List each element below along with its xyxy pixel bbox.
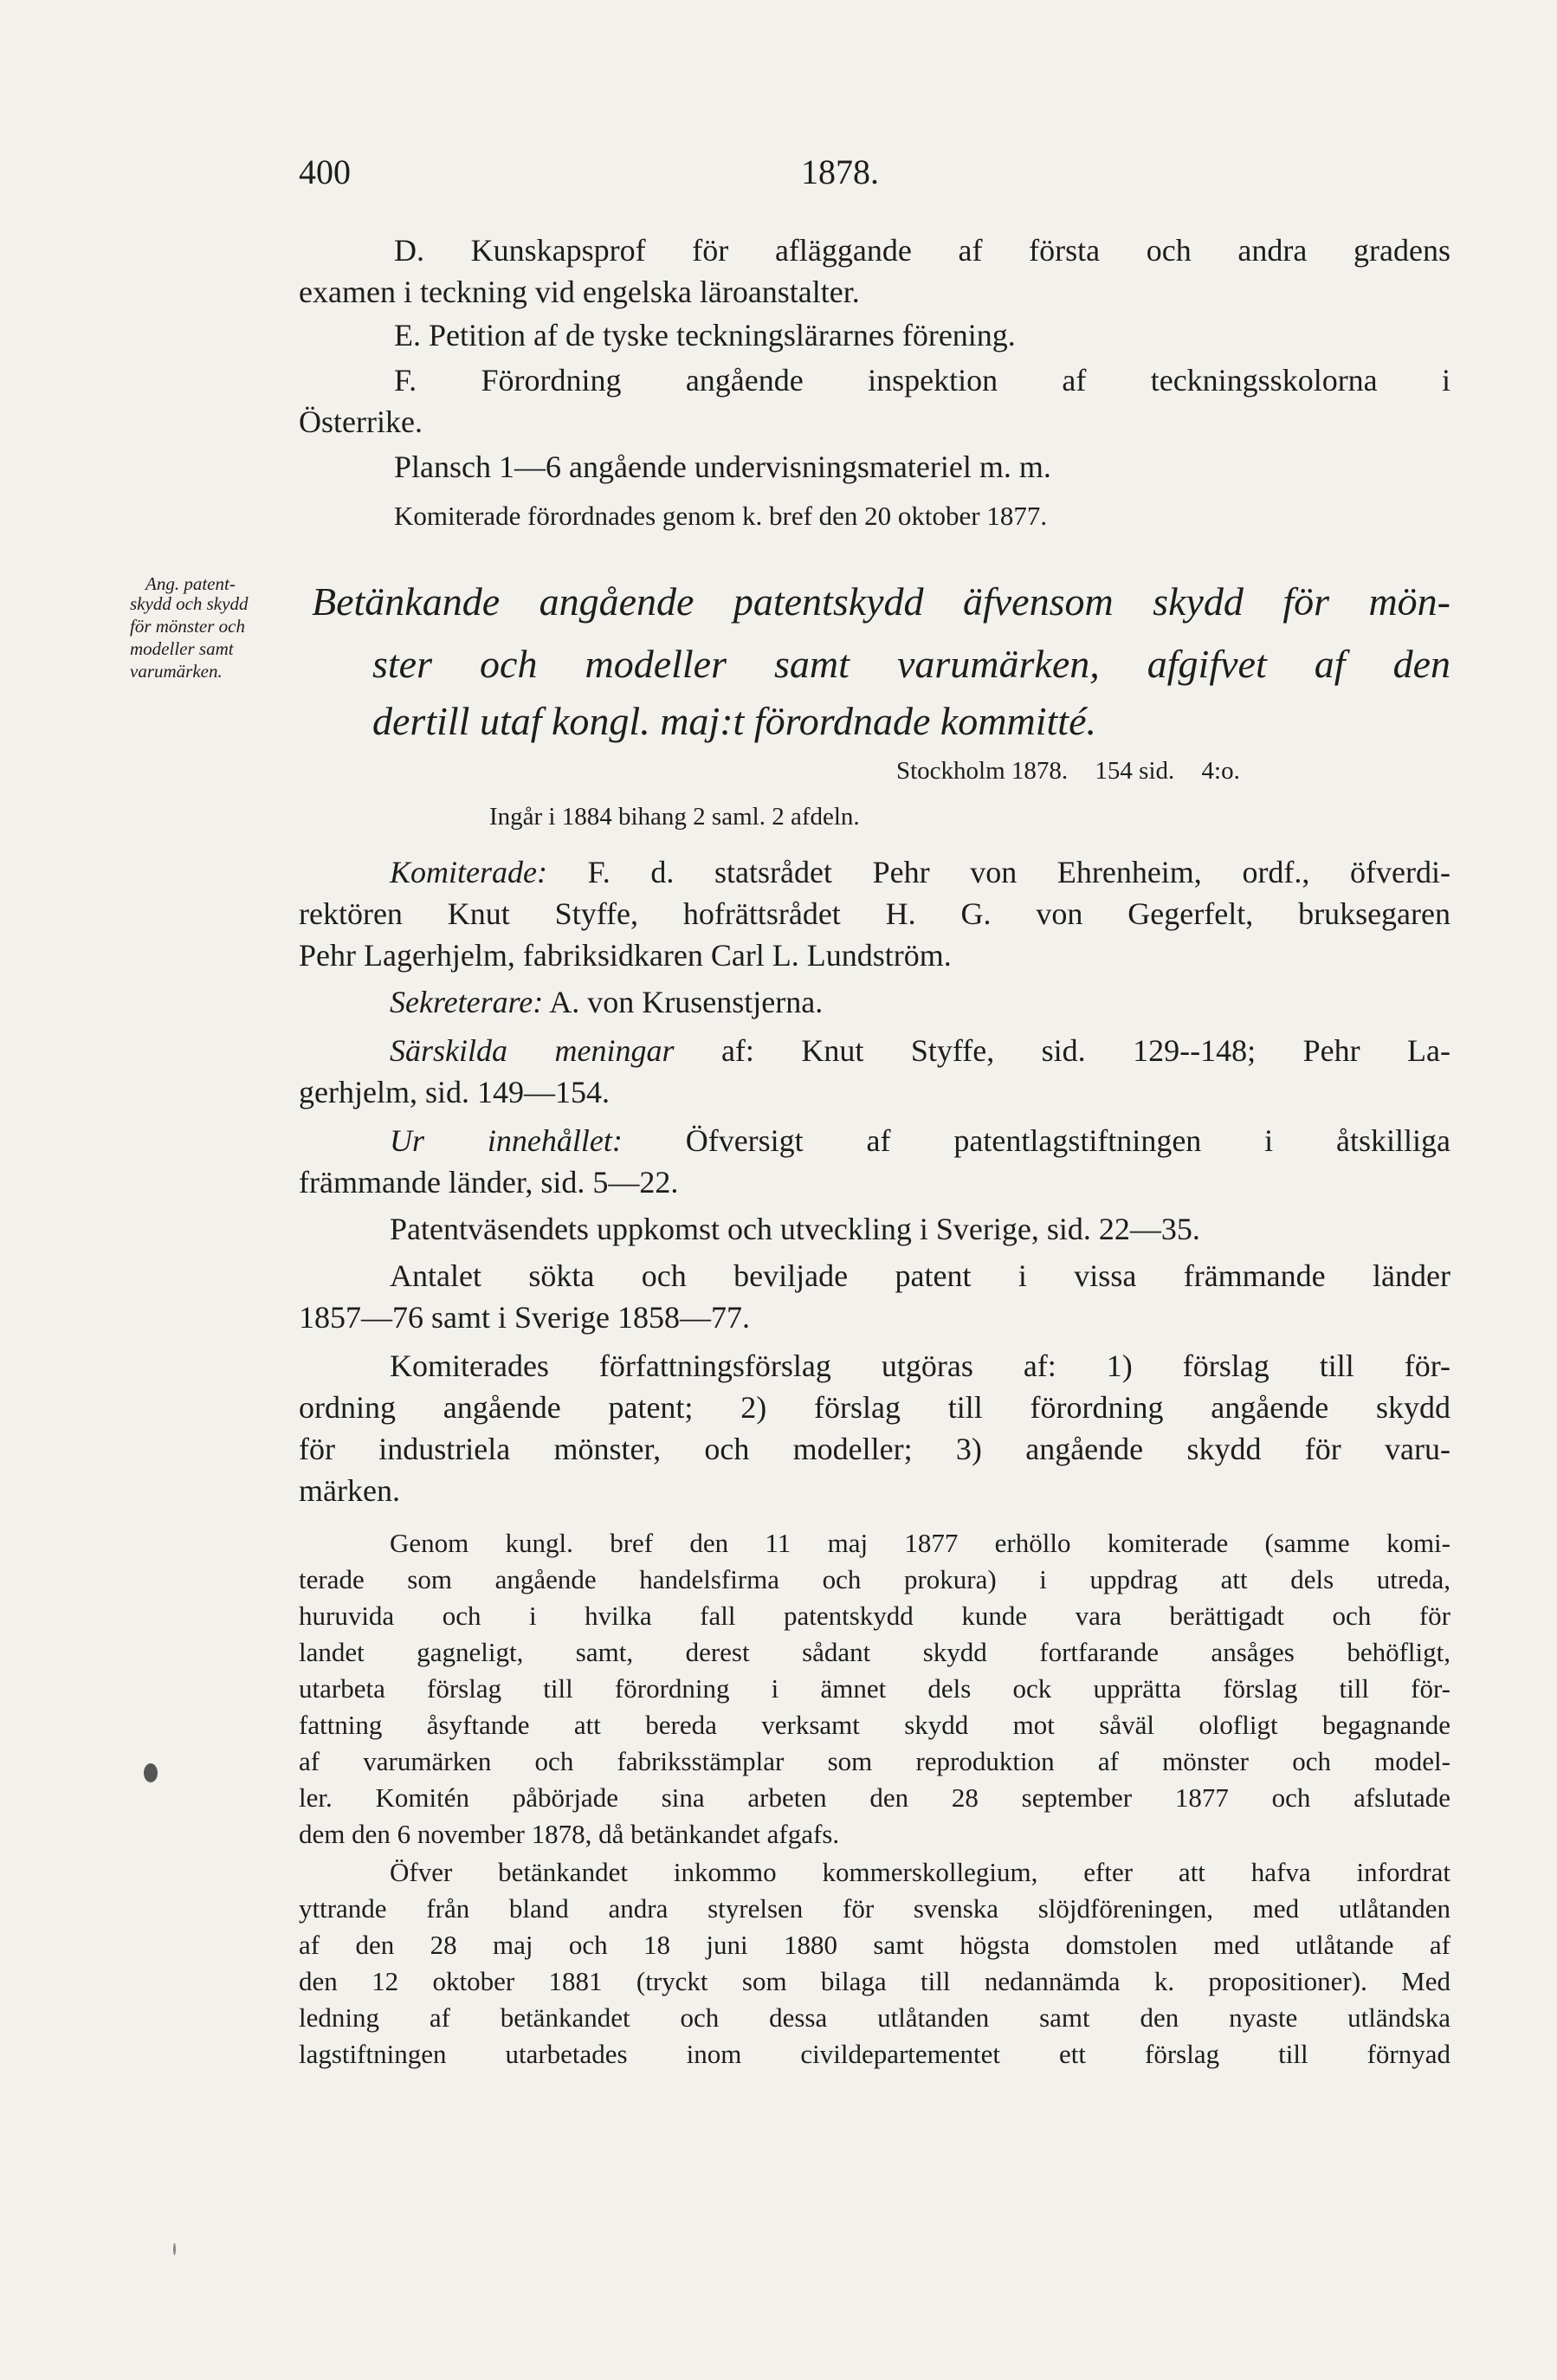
- appendix-d-line1: D. Kunskapsprof för afläggande af första och andra gradens: [394, 233, 1450, 268]
- members-line2: rektören Knut Styffe, hofrättsrådet H. G. von Gegerfelt, bruksegaren: [299, 896, 1450, 931]
- body-p2-line: af den 28 maj och 18 juni 1880 samt högsta domstolen med utlåtande af: [299, 1930, 1450, 1960]
- contents-line2: främmande länder, sid. 5—22.: [299, 1165, 679, 1200]
- publication-place: Stockholm 1878.: [896, 757, 1069, 785]
- sidenote-line5: varumärken.: [130, 661, 223, 682]
- contents-line7: ordning angående patent; 2) förslag till förordning angående skydd: [299, 1390, 1450, 1425]
- contents-line6: Komiterades författningsförslag utgöras af: 1) förslag till för-: [390, 1348, 1450, 1383]
- contents-line9: märken.: [299, 1473, 400, 1508]
- appendix-f-line2: Österrike.: [299, 404, 423, 439]
- body-p1-line: fattning åsyftande att bereda verksamt skydd mot såväl olofligt begagnande: [299, 1710, 1450, 1740]
- members-label: Komiterade:: [390, 855, 547, 889]
- page-number: 400: [299, 152, 351, 191]
- sidenote-line3: för mönster och: [130, 616, 245, 637]
- appendix-f-line1: F. Förordning angående inspektion af teckningsskolorna i: [394, 363, 1451, 398]
- contents-line5: 1857—76 samt i Sverige 1858—77.: [299, 1300, 750, 1335]
- appendix-f-label: F.: [394, 363, 417, 398]
- ink-mark: [173, 2243, 176, 2255]
- body-p2-line: ledning af betänkandet och dessa utlåtanden samt den nyaste utländska: [299, 2002, 1450, 2033]
- sidenote-line2: skydd och skydd: [130, 593, 249, 614]
- title-line1: Betänkande angående patentskydd äfvensom skydd för mön-: [312, 579, 1450, 624]
- title-line2: ster och modeller samt varumärken, afgifvet af den: [372, 642, 1450, 686]
- publication-info: [896, 755, 1240, 786]
- secretary-label: Sekreterare:: [390, 985, 544, 1019]
- komiterade-note: Komiterade förordnades genom k. bref den 20 oktober 1877.: [394, 501, 1048, 531]
- publication-pages: 154 sid.: [1095, 757, 1175, 785]
- body-p2-line: yttrande från bland andra styrelsen för svenska slöjdföreningen, med utlåtanden: [299, 1893, 1450, 1924]
- body-p1-line: af varumärken och fabriksstämplar som reproduktion af mönster och model-: [299, 1746, 1450, 1776]
- contents-line4: Antalet sökta och beviljade patent i vissa främmande länder: [390, 1258, 1450, 1293]
- appendix-d-line2: examen i teckning vid engelska läroanstalter.: [299, 275, 860, 309]
- separate-opinions-line1: Särskilda meningar af: Knut Styffe, sid. 129--148; Pehr La-: [390, 1033, 1451, 1068]
- contents-line8: för industriela mönster, och modeller; 3) angående skydd för varu-: [299, 1432, 1450, 1466]
- body-p1-line: terade som angående handelsfirma och prokura) i uppdrag att dels utreda,: [299, 1564, 1450, 1594]
- ink-spot: [144, 1763, 158, 1782]
- body-p1-line: landet gagneligt, samt, derest sådant skydd fortfarande ansåges behöfligt,: [299, 1637, 1450, 1667]
- publication-format: 4:o.: [1201, 757, 1240, 785]
- title-line3: dertill utaf kongl. maj:t förordnade kommitté.: [372, 699, 1096, 743]
- contents-label: Ur innehållet:: [390, 1123, 623, 1158]
- body-p1-line: Genom kungl. bref den 11 maj 1877 erhöllo komiterade (samme komi-: [390, 1528, 1450, 1558]
- publication-included: Ingår i 1884 bihang 2 saml. 2 afdeln.: [489, 803, 860, 831]
- body-p1-line: huruvida och i hvilka fall patentskydd kunde vara berättigadt och för: [299, 1601, 1450, 1631]
- secretary-line: Sekreterare: A. von Krusenstjerna.: [390, 985, 824, 1019]
- contents-line3: Patentväsendets uppkomst och utveckling i Sverige, sid. 22—35.: [390, 1212, 1200, 1246]
- contents-line1: Ur innehållet: Öfversigt af patentlagstiftningen i åtskilliga: [390, 1123, 1450, 1158]
- body-p1-line: utarbeta förslag till förordning i ämnet dels ock upprätta förslag till för-: [299, 1673, 1450, 1704]
- appendix-e-label: E.: [394, 318, 421, 352]
- body-p2-line: den 12 oktober 1881 (tryckt som bilaga till nedannämda k. propositioner). Med: [299, 1966, 1450, 1996]
- body-p1-line: ler. Komitén påbörjade sina arbeten den 28 september 1877 och afslutade: [299, 1782, 1450, 1813]
- appendix-e: E. Petition af de tyske teckningslärarnes förening.: [394, 318, 1016, 352]
- sidenote-line1: Ang. patent-: [145, 573, 236, 594]
- appendix-plansch: Plansch 1—6 angående undervisningsmateriel m. m.: [394, 449, 1051, 484]
- page-year: 1878.: [801, 152, 879, 191]
- appendix-d-label: D.: [394, 233, 424, 268]
- body-p2-line: Öfver betänkandet inkommo kommerskollegium, efter att hafva infordrat: [390, 1857, 1450, 1887]
- body-p1-line: dem den 6 november 1878, då betänkandet afgafs.: [299, 1819, 840, 1849]
- body-p2-line: lagstiftningen utarbetades inom civildepartementet ett förslag till förnyad: [299, 2039, 1450, 2069]
- separate-opinions-line2: gerhjelm, sid. 149—154.: [299, 1075, 610, 1109]
- members-line3: Pehr Lagerhjelm, fabriksidkaren Carl L. Lundström.: [299, 938, 952, 973]
- members-line1: Komiterade: F. d. statsrådet Pehr von Ehrenheim, ordf., öfverdi-: [390, 855, 1451, 889]
- sidenote-line4: modeller samt: [130, 638, 234, 659]
- separate-opinions-label: Särskilda meningar: [390, 1033, 675, 1068]
